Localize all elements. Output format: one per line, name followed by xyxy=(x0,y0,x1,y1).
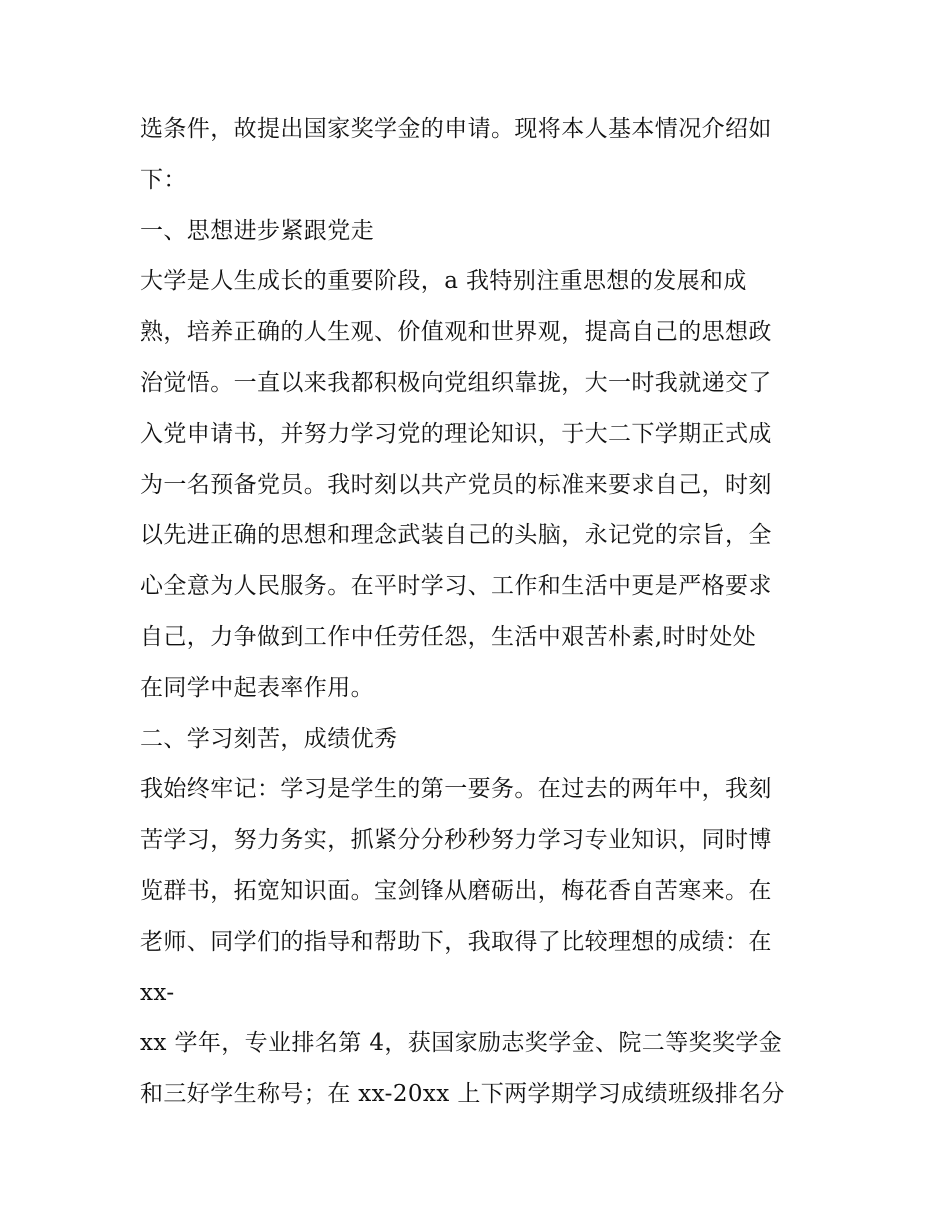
section-heading: 二、学习刻苦，成绩优秀 xyxy=(140,725,398,752)
body-text xyxy=(140,104,820,1120)
text-line: xx- xyxy=(140,979,175,1006)
text-line: 在同学中起表率作用。 xyxy=(140,674,374,701)
text-line: 和三好学生称号；在 xx-20xx 上下两学期学习成绩班级排名分 xyxy=(140,1081,785,1108)
text-line: 以先进正确的思想和理念武装自己的头脑，永记党的宗旨，全 xyxy=(140,522,772,549)
text-line: 熟，培养正确的人生观、价值观和世界观，提高自己的思想政 xyxy=(140,319,772,346)
text-line: 下： xyxy=(140,166,187,193)
text-line: 我始终牢记：学习是学生的第一要务。在过去的两年中，我刻 xyxy=(140,776,772,803)
text-line: 心全意为人民服务。在平时学习、工作和生活中更是严格要求 xyxy=(140,573,772,600)
text-line: 老师、同学们的指导和帮助下，我取得了比较理想的成绩：在 xyxy=(140,928,772,955)
text-line: 自己，力争做到工作中任劳任怨，生活中艰苦朴素,时时处处 xyxy=(140,623,757,650)
text-line: 为一名预备党员。我时刻以共产党员的标准来要求自己，时刻 xyxy=(140,471,772,498)
section-heading: 一、思想进步紧跟党走 xyxy=(140,217,374,244)
text-line: 大学是人生成长的重要阶段，a 我特别注重思想的发展和成 xyxy=(140,268,747,295)
text-line: 入党申请书，并努力学习党的理论知识，于大二下学期正式成 xyxy=(140,420,772,447)
text-line: 览群书，拓宽知识面。宝剑锋从磨砺出，梅花香自苦寒来。在 xyxy=(140,877,772,904)
text-line: 治觉悟。一直以来我都积极向党组织靠拢，大一时我就递交了 xyxy=(140,369,772,396)
text-line: xx 学年，专业排名第 4，获国家励志奖学金、院二等奖奖学金 xyxy=(140,1030,783,1057)
text-line: 选条件，故提出国家奖学金的申请。现将本人基本情况介绍如 xyxy=(140,116,772,142)
text-line: 苦学习，努力务实，抓紧分分秒秒努力学习专业知识，同时博 xyxy=(140,827,772,854)
